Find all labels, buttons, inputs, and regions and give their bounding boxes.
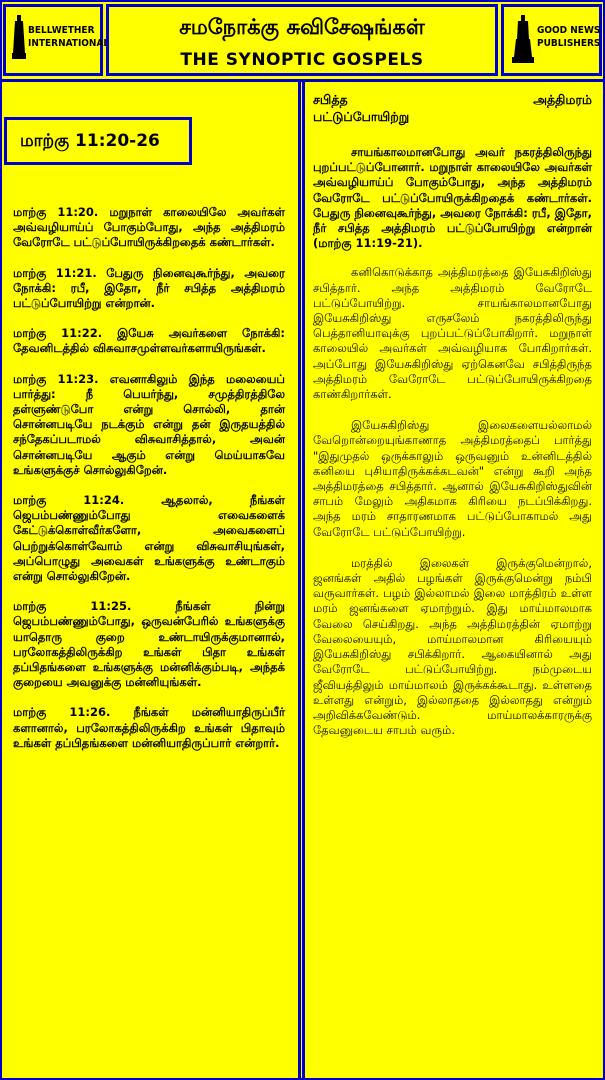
heading-word: சபித்த [313, 92, 348, 107]
logo-line2: INTERNATIONAL [28, 38, 110, 49]
verse-paragraph: மாற்கு 11:21. பேதுரு நினைவுகூர்ந்து, அவரை நோக்கி: ரபீ, இதோ, நீர் சபித்த அத்திமரம் பட்டுப்போயிற்று என்றான். [13, 265, 285, 311]
bell-tower-icon [12, 15, 26, 61]
scripture-reference: மாற்கு 11:20-26 [4, 117, 192, 165]
column-divider-right [302, 80, 305, 1080]
heading-word: பட்டுப்போயிற்று [313, 109, 410, 124]
verse-paragraph: மாற்கு 11:25. நீங்கள் நின்று ஜெபம்பண்ணும்போது, ஒருவன்பேரில் உங்களுக்கு யாதொரு குறை உண்டாயிருக்குமானால், பரலோகத்திலிருக்கிற உங்கள் பிதா உங்கள் தப்பிதங்களை உங்களுக்கு மன்னிக்கும்படி, அந்தக் குறையை அவனுக்கு மன்னியுங்கள். [13, 599, 285, 690]
verse-paragraph: மாற்கு 11:24. ஆதலால், நீங்கள் ஜெபம்பண்ணும்போது எவைகளைக் கேட்டுக்கொள்வீர்களோ, அவைகளைப் பெற்றுக்கொள்வோம் என்று விசுவாசியுங்கள், அப்பொழுது அவைகள் உங்களுக்கு உண்டாகும் என்று சொல்லுகிறேன். [13, 493, 285, 584]
bell-tower-icon [512, 15, 534, 65]
title-block [106, 4, 498, 76]
commentary-summary: சாயங்காலமானபோது அவர் நகரத்திலிருந்து புறப்பட்டுப்போனார். மறுநாள் காலையிலே அவர்கள் அவ்வழியாய்ப் போகும்போது, அந்த அத்திமரம் வேரோடே பட்டுப்போயிருக்கிறதைக் கண்டார்கள். பேதுரு நினைவுகூர்ந்து, அவரை நோக்கி: ரபீ, இதோ, நீர் சபித்த அத்திமரம் பட்டுப்போயிற்று என்றான் (மாற்கு 11:19-21). [313, 145, 592, 251]
commentary-column [313, 91, 592, 754]
column-divider-left [298, 80, 301, 1080]
commentary-heading [313, 91, 592, 125]
verse-paragraph: மாற்கு 11:22. இயேசு அவர்களை நோக்கி: தேவனிடத்தில் விசுவாசமுள்ளவர்களாயிருங்கள். [13, 326, 285, 356]
commentary-paragraph: மரத்தில் இலைகள் இருக்குமென்றால், ஜனங்கள் அதில் பழங்கள் இருக்குமென்று நம்பி வருவார்கள். பழம் இல்லாமல் இலை மாத்திரம் உள்ள மரம் ஜனங்களை ஏமாற்றும். இது மாய்மாலமாக வேலை செய்கிறது. அந்த அத்திமரத்தின் ஏமாற்று வேலையையும், மாய்மாலமான கிரியையும் இயேசுகிறிஸ்து சபிக்கிறார். ஆகையினால் அது வேரோடே பட்டுப்போயிற்று. நம்முடைய ஜீவியத்திலும் மாய்மாலம் இருக்கக்கூடாது. உள்ளதை உள்ளது என்றும், இல்லாததை இல்லாதது என்றும் அறிவிக்கவேண்டும். மாய்மாலக்காரருக்கு தேவனுடைய சாபம் வரும். [313, 555, 592, 738]
good-news-logo [501, 4, 602, 76]
bellwether-logo [3, 4, 110, 76]
logo-line2: PUBLISHERS [537, 38, 601, 49]
commentary-paragraph: இயேசுகிறிஸ்து இலைகளையல்லாமல் வேறொன்றையுங்காணாத அத்திமரத்தைப் பார்த்து "இதுமுதல் ஒருக்காலும் ஒருவனும் உன்னிடத்தில் கனியை புசியாதிருக்கக்கடவன்" என்று கூறி அந்த அத்திமரத்தை சபித்தார். ஆனால் இயேசுகிறிஸ்துவின் சாபம் மேலும் அதிகமாக கிரியை நடப்பிக்கிறது. அந்த மரம் சாதாரணமாக பட்டுப்போகாமல் அது வேரோடே பட்டுப்போயிற்று. [313, 418, 592, 539]
verses-column [13, 205, 285, 766]
commentary-paragraph: கனிகொடுக்காத அத்திமரத்தை இயேசுகிறிஸ்து சபித்தார். அந்த அத்திமரம் வேரோடே பட்டுப்போயிற்று. சாயங்காலமானபோது இயேசுகிறிஸ்து எருசலேம் நகரத்திலிருந்து பெத்தானியாவுக்கு புறப்பட்டுப்போகிறார். மறுநாள் காலையில் அவர்கள் அவ்வழியாக போகிறார்கள். அப்போது இயேசுகிறிஸ்து ஏற்கெனவே சபித்திருந்த அத்திமரம் வேரோடே பட்டுப்போயிருக்கிறதை காண்கிறார்கள். [313, 265, 592, 402]
page-title-english: THE SYNOPTIC GOSPELS [180, 50, 424, 70]
verse-paragraph: மாற்கு 11:23. எவனாகிலும் இந்த மலையைப் பார்த்து: நீ பெயர்ந்து, சமுத்திரத்திலே தள்ளுண்டுபோ என்று சொல்லி, தான் சொன்னபடியே நடக்கும் என்று தன் இருதயத்தில் சந்தேகப்படாமல் விசுவாசித்தால், அவன் சொன்னபடியே ஆகும் என்று மெய்யாகவே உங்களுக்குச் சொல்லுகிறேன். [13, 371, 285, 477]
heading-word: அத்திமரம் [533, 92, 592, 107]
verse-paragraph: மாற்கு 11:20. மறுநாள் காலையிலே அவர்கள் அவ்வழியாய்ப் போகும்போது, அந்த அத்திமரம் வேரோடே பட்டுப்போயிருக்கிறதைக் கண்டார்கள். [13, 205, 285, 250]
verse-paragraph: மாற்கு 11:26. நீங்கள் மன்னியாதிருப்பீர் களானால், பரலோகத்திலிருக்கிற உங்கள் பிதாவும் உங்கள் தப்பிதங்களை மன்னியாதிருப்பார் என்றார். [13, 705, 285, 750]
logo-line1: GOOD NEWS [537, 25, 601, 36]
logo-line1: BELLWETHER [28, 25, 95, 36]
page-title-tamil: சமநோக்கு சுவிசேஷங்கள் [179, 15, 425, 39]
